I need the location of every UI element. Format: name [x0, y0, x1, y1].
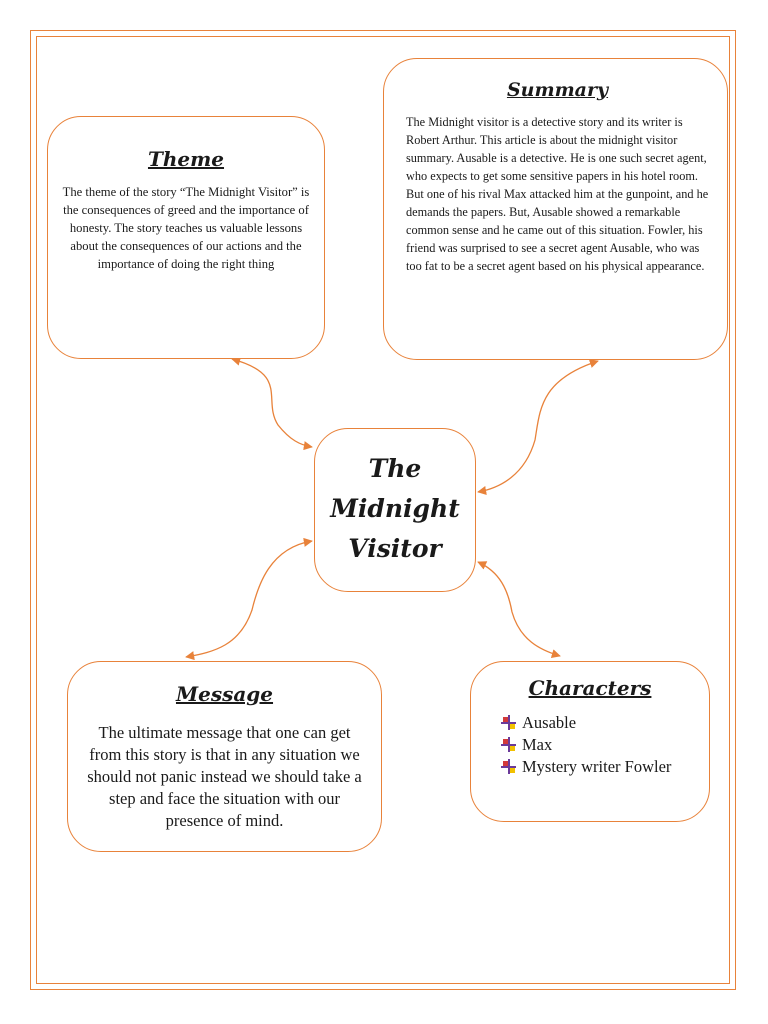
- arrow-summary-center: [478, 361, 598, 492]
- summary-body: The Midnight visitor is a detective story and its writer is Robert Arthur. This article is about the midnight visitor summary. Ausable is a detective. He is one such secret agent, who expects to get some sensitive papers in his hotel room. But one of his rival Max attacked him at the gunpoint, and he demands the papers. But, Ausable showed a remarkable common sense and he came out of this situation. Fowler, his friend was surprised to see a secret agent Ausable, who was too fat to be a secret agent based on his physical appearance.: [406, 115, 709, 273]
- summary-title: Summary: [506, 79, 609, 101]
- bullet-icon: [501, 756, 519, 778]
- center-title-line-3: Visitor: [348, 534, 442, 563]
- theme-body: The theme of the story “The Midnight Visitor” is the consequences of greed and the importance of honesty. The story teaches us valuable lessons about the consequences of our actions and the importance of doing the right thing: [62, 185, 310, 271]
- arrow-theme-center: [232, 359, 312, 447]
- character-name: Ausable: [522, 713, 577, 732]
- bullet-icon: [501, 712, 519, 734]
- message-box: [67, 661, 382, 852]
- characters-list: [501, 712, 699, 778]
- list-item: [501, 712, 699, 734]
- list-item: [501, 756, 699, 778]
- message-title: Message: [175, 682, 274, 706]
- character-name: Max: [522, 735, 553, 754]
- character-name: Mystery writer Fowler: [522, 757, 672, 776]
- summary-box: [383, 58, 728, 360]
- list-item: [501, 734, 699, 756]
- bullet-icon: [501, 734, 519, 756]
- arrow-message-center: [186, 541, 312, 657]
- theme-title: Theme: [147, 147, 225, 171]
- theme-box: [47, 116, 325, 359]
- arrow-characters-center: [478, 562, 560, 656]
- characters-title: Characters: [528, 676, 652, 700]
- center-title-line-2: Midnight: [330, 494, 460, 523]
- characters-box: [470, 661, 710, 822]
- center-title-box: [314, 428, 476, 592]
- center-title-line-1: The: [368, 454, 422, 483]
- message-body: The ultimate message that one can get from this story is that in any situation we should not panic instead we should take a step and face the situation with our presence of mind.: [87, 723, 362, 830]
